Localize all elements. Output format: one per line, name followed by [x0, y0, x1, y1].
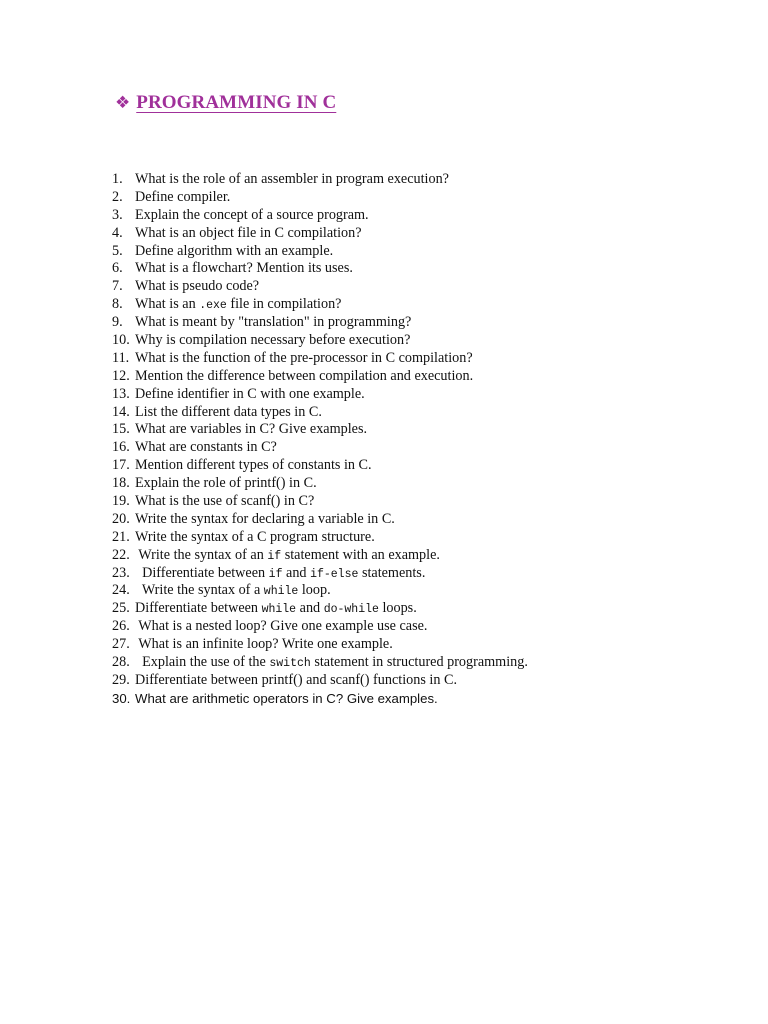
- question-text: [135, 582, 331, 598]
- question-text-segment: Explain the use of the: [135, 654, 270, 671]
- question-item: [112, 618, 732, 636]
- question-text-segment: What is the function of the pre-processor in C compilation?: [135, 349, 473, 366]
- question-item: [112, 386, 732, 404]
- question-text-segment: Write the syntax of a: [135, 582, 264, 599]
- question-text-segment: List the different data types in C.: [135, 403, 322, 420]
- question-text: [135, 457, 372, 473]
- question-text-segment: Why is compilation necessary before execution?: [135, 332, 411, 349]
- code-keyword: while: [263, 585, 299, 599]
- question-text-segment: Define identifier in C with one example.: [135, 385, 365, 402]
- page-title: PROGRAMMING IN C: [136, 92, 337, 113]
- question-text: [135, 260, 353, 276]
- question-item: [112, 225, 732, 243]
- question-text-segment: What are arithmetic operators in C? Give examples.: [135, 690, 438, 706]
- question-number: 30.: [112, 690, 131, 706]
- question-text-segment: Write the syntax of a C program structure.: [135, 528, 375, 545]
- question-text-segment: Write the syntax for declaring a variable in C.: [135, 510, 395, 527]
- question-text-segment: Differentiate between: [135, 600, 262, 617]
- question-text-segment: Mention the difference between compilation and execution.: [135, 367, 474, 384]
- question-number: 5.: [112, 242, 123, 259]
- question-item: [112, 457, 732, 475]
- question-text: [135, 207, 369, 223]
- question-item: [112, 690, 732, 708]
- question-number: 25.: [112, 600, 130, 617]
- section-heading: [115, 92, 336, 114]
- question-item: [112, 278, 732, 296]
- question-item: [112, 421, 732, 439]
- question-number: 13.: [112, 385, 130, 402]
- question-text: [135, 493, 314, 509]
- question-item: [112, 475, 732, 493]
- question-number: 2.: [112, 188, 123, 205]
- question-text: [135, 171, 449, 187]
- question-text-segment: statements.: [358, 564, 426, 581]
- question-text: [135, 672, 457, 688]
- question-item: [112, 171, 732, 189]
- question-number: 12.: [112, 367, 130, 384]
- diamond-bullet-icon: ❖: [115, 92, 131, 113]
- question-item: [112, 404, 732, 422]
- question-number: 16.: [112, 439, 130, 456]
- question-text: [135, 225, 362, 241]
- question-text-segment: loops.: [378, 600, 417, 617]
- question-number: 10.: [112, 332, 130, 349]
- question-text: [135, 243, 333, 259]
- question-number: 4.: [112, 224, 123, 241]
- question-text-segment: Differentiate between printf() and scanf() functions in C.: [135, 671, 457, 688]
- question-text: [135, 386, 365, 402]
- question-number: 26.: [112, 618, 130, 635]
- question-list: [112, 171, 732, 708]
- question-text-segment: What is a flowchart? Mention its uses.: [135, 260, 353, 277]
- question-text: [135, 278, 259, 294]
- question-text: [135, 296, 341, 312]
- question-number: 15.: [112, 421, 130, 438]
- question-number: 23.: [112, 564, 130, 581]
- question-text: [135, 547, 440, 563]
- question-number: 1.: [112, 171, 123, 187]
- question-text: [135, 636, 393, 652]
- question-text: [135, 511, 395, 527]
- question-text-segment: Differentiate between: [135, 564, 269, 581]
- code-keyword: if: [267, 549, 282, 563]
- question-item: [112, 368, 732, 386]
- question-text-segment: What is the role of an assembler in program execution?: [135, 171, 449, 187]
- question-item: [112, 636, 732, 654]
- question-item: [112, 314, 732, 332]
- code-keyword: do-while: [323, 603, 379, 617]
- question-text-segment: What is an infinite loop? Write one example.: [135, 636, 393, 653]
- question-item: [112, 511, 732, 529]
- question-text-segment: What is meant by "translation" in programming?: [135, 314, 412, 331]
- question-number: 3.: [112, 206, 123, 223]
- question-text: [135, 332, 410, 348]
- question-number: 20.: [112, 510, 130, 527]
- code-keyword: if: [268, 567, 283, 581]
- question-text: [135, 654, 528, 670]
- question-number: 29.: [112, 671, 130, 688]
- question-item: [112, 493, 732, 511]
- question-number: 9.: [112, 314, 123, 331]
- code-keyword: .exe: [199, 299, 227, 313]
- question-text: [135, 529, 375, 545]
- question-text: [135, 421, 367, 437]
- question-number: 17.: [112, 457, 130, 474]
- question-number: 8.: [112, 296, 123, 313]
- question-text-segment: and: [296, 600, 324, 617]
- question-text-segment: Explain the role of printf() in C.: [135, 475, 317, 492]
- question-text-segment: What are constants in C?: [135, 439, 277, 456]
- question-text: [135, 368, 473, 384]
- question-text-segment: and: [282, 564, 311, 581]
- question-number: 21.: [112, 528, 130, 545]
- question-text: [135, 439, 277, 455]
- question-item: [112, 332, 732, 350]
- question-item: [112, 547, 732, 565]
- question-text: [135, 475, 317, 491]
- question-item: [112, 565, 732, 583]
- question-item: [112, 243, 732, 261]
- question-text-segment: Explain the concept of a source program.: [135, 206, 369, 223]
- question-number: 19.: [112, 493, 130, 510]
- question-item: [112, 654, 732, 672]
- code-keyword: while: [261, 603, 297, 617]
- question-text: [135, 565, 425, 581]
- question-text-segment: statement in structured programming.: [310, 654, 528, 671]
- question-item: [112, 582, 732, 600]
- question-number: 24.: [112, 582, 130, 599]
- question-number: 14.: [112, 403, 130, 420]
- code-keyword: if-else: [310, 567, 359, 581]
- question-text: [135, 404, 322, 420]
- question-text: [135, 189, 230, 205]
- question-number: 28.: [112, 654, 130, 671]
- question-item: [112, 600, 732, 618]
- question-text-segment: What is the use of scanf() in C?: [135, 493, 315, 510]
- question-number: 18.: [112, 475, 130, 492]
- question-item: [112, 350, 732, 368]
- question-text: [135, 350, 473, 366]
- question-number: 27.: [112, 636, 130, 653]
- question-number: 6.: [112, 260, 123, 277]
- question-text-segment: What are variables in C? Give examples.: [135, 421, 368, 438]
- question-text-segment: Write the syntax of an: [135, 546, 268, 563]
- question-text-segment: What is an object file in C compilation?: [135, 224, 362, 241]
- question-text-segment: loop.: [298, 582, 331, 599]
- code-keyword: switch: [269, 657, 311, 671]
- question-text: [135, 691, 438, 706]
- question-text-segment: Mention different types of constants in C.: [135, 457, 372, 474]
- question-text-segment: Define algorithm with an example.: [135, 242, 334, 259]
- question-item: [112, 189, 732, 207]
- question-item: [112, 296, 732, 314]
- question-item: [112, 439, 732, 457]
- question-number: 11.: [112, 349, 130, 366]
- question-number: 22.: [112, 546, 130, 563]
- question-item: [112, 207, 732, 225]
- question-item: [112, 260, 732, 278]
- question-text-segment: What is a nested loop? Give one example use case.: [135, 618, 428, 635]
- question-text-segment: Define compiler.: [135, 188, 231, 205]
- question-text-segment: file in compilation?: [226, 296, 342, 313]
- question-number: 7.: [112, 278, 123, 295]
- question-item: [112, 672, 732, 690]
- question-text: [135, 618, 427, 634]
- question-text: [135, 314, 411, 330]
- question-text-segment: What is pseudo code?: [135, 278, 260, 295]
- question-text: [135, 600, 417, 616]
- question-text-segment: What is an: [135, 296, 200, 313]
- question-text-segment: statement with an example.: [281, 546, 440, 563]
- question-item: [112, 529, 732, 547]
